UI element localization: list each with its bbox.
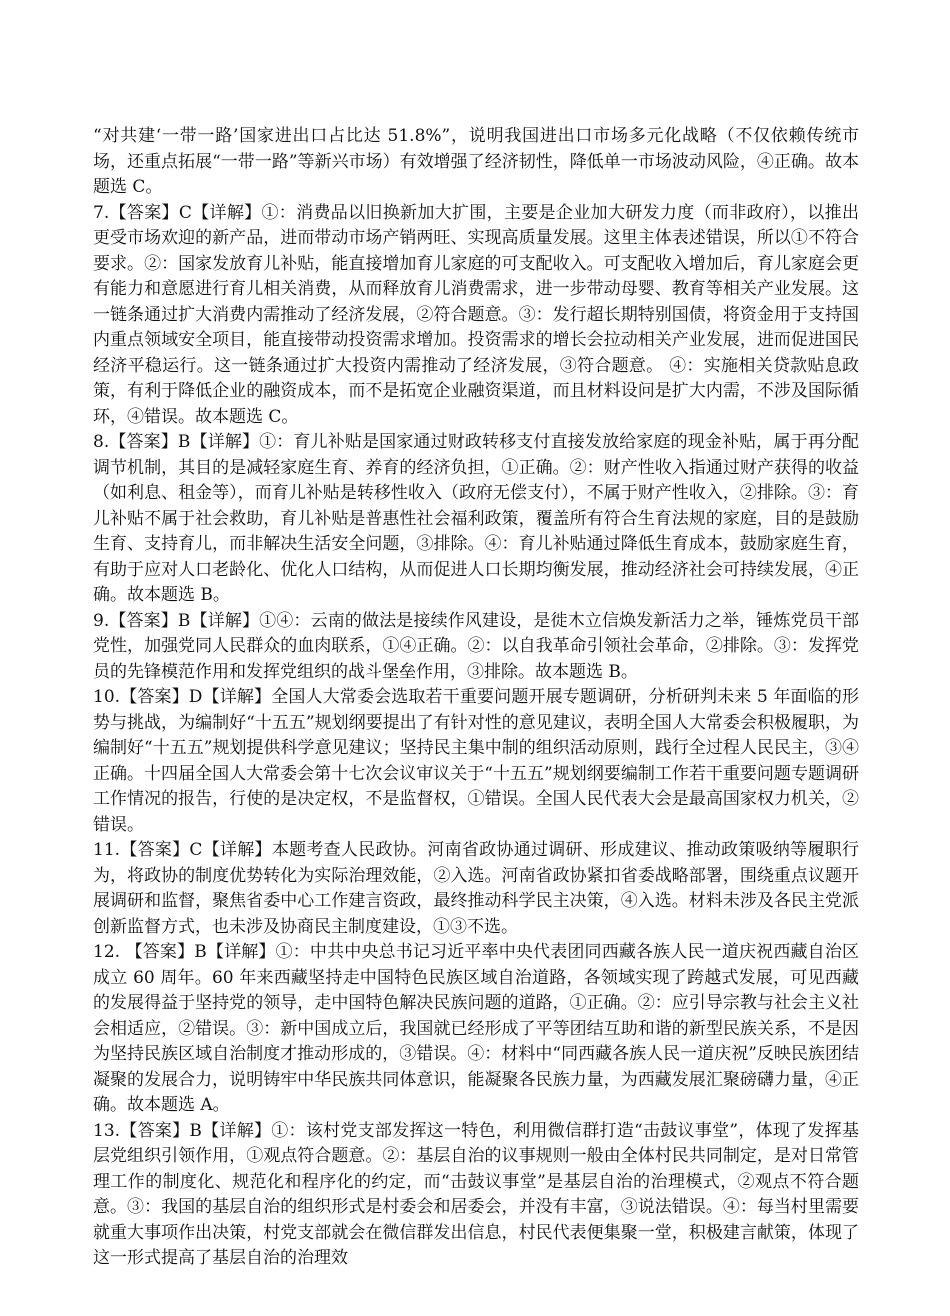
paragraph-q6-continuation: “对共建‘一带一路’国家进出口占比达 51.8%”，说明我国进出口市场多元化战略（不仅依赖传统市场，还重点拓展“一带一路”等新兴市场）有效增强了经济韧性，降低单一市场波动风险，④正确。故本题选 C。 bbox=[93, 126, 859, 197]
paragraph-q10: 10.【答案】D【详解】全国人大常委会选取若干重要问题开展专题调研，分析研判未来 5 年面临的形势与挑战，为编制好“十五五”规划纲要提出了有针对性的意见建议，表明全国人大常委会积极履职，为编制好“十五五”规划提供科学意见建议；坚持民主集中制的组织活动原则，践行全过程人民民主，③④正确。十四届全国人大常委会第十七次会议审议关于“十五五”规划纲要编制工作若干重要问题专题调研工作情况的报告，行使的是决定权，不是监督权，①错误。全国人民代表大会是最高国家权力机关，②错误。 bbox=[93, 687, 859, 835]
paragraph-q12: 12. 【答案】B【详解】①：中共中央总书记习近平率中央代表团同西藏各族人民一道庆祝西藏自治区成立 60 周年。60 年来西藏坚持走中国特色民族区域自治道路，各领域实现了跨越式发展，可见西藏的发展得益于坚持党的领导，走中国特色解决民族问题的道路，①正确。②：应引导宗教与社会主义社会相适应，②错误。③：新中国成立后，我国就已经形成了平等团结互助和谐的新型民族关系，不是因为坚持民族区域自治制度才推动形成的，③错误。④：材料中“同西藏各族人民一道庆祝”反映民族团结凝聚的发展合力，说明铸牢中华民族共同体意识，能凝聚各民族力量，为西藏发展汇聚磅礴力量，④正确。故本题选 A。 bbox=[93, 942, 859, 1115]
paragraph-q8: 8.【答案】B【详解】①：育儿补贴是国家通过财政转移支付直接发放给家庭的现金补贴，属于再分配调节机制，其目的是减轻家庭生育、养育的经济负担，①正确。②：财产性收入指通过财产获得的收益（如利息、租金等），而育儿补贴是转移性收入（政府无偿支付），不属于财产性收入，②排除。③：育儿补贴不属于社会救助，育儿补贴是普惠性社会福利政策，覆盖所有符合生育法规的家庭，目的是鼓励生育、支持育儿，而非解决生活安全问题，③排除。④：育儿补贴通过降低生育成本，鼓励家庭生育，有助于应对人口老龄化、优化人口结构，从而促进人口长期均衡发展，推动经济社会可持续发展，④正确。故本题选 B。 bbox=[93, 432, 859, 605]
paragraph-q13: 13.【答案】B【详解】①：该村党支部发挥这一特色，利用微信群打造“击鼓议事堂”，体现了发挥基层党组织引领作用，①观点符合题意。②：基层自治的议事规则一般由全体村民共同制定，是对日常管理工作的制度化、规范化和程序化的约定，而“击鼓议事堂”是基层自治的治理模式，②观点不符合题意。③：我国的基层自治的组织形式是村委会和居委会，并没有丰富，③说法错误。④：每当村里需要就重大事项作出决策，村党支部就会在微信群发出信息，村民代表便集聚一堂，积极建言献策，体现了这一形式提高了基层自治的治理效 bbox=[93, 1120, 859, 1268]
answer-explanations bbox=[93, 124, 859, 1272]
paragraph-q9: 9.【答案】B【详解】①④：云南的做法是接续作风建设，是徙木立信焕发新活力之举，锤炼党员干部党性，加强党同人民群众的血肉联系，①④正确。②：以自我革命引领社会革命，②排除。③：发挥党员的先锋模范作用和发挥党组织的战斗堡垒作用，③排除。故本题选 B。 bbox=[93, 610, 859, 682]
paragraph-q7: 7.【答案】C【详解】①：消费品以旧换新加大扩围，主要是企业加大研发力度（而非政府），以推出更受市场欢迎的新产品，进而带动市场产销两旺、实现高质量发展。这里主体表述错误，所以①不符合要求。②：国家发放育儿补贴，能直接增加育儿家庭的可支配收入。可支配收入增加后，育儿家庭会更有能力和意愿进行育儿相关消费，从而释放育儿消费需求，进一步带动母婴、教育等相关产业发展。这一链条通过扩大消费内需推动了经济发展，②符合题意。③：发行超长期特别国债，将资金用于支持国内重点领域安全项目，能直接带动投资需求增加。投资需求的增长会拉动相关产业发展，进而促进国民经济平稳运行。这一链条通过扩大投资内需推动了经济发展，③符合题意。 ④：实施相关贷款贴息政策，有利于降低企业的融资成本，而不是拓宽企业融资渠道，而且材料设问是扩大内需，不涉及国际循环，④错误。故本题选 C。 bbox=[93, 202, 859, 427]
paragraph-q11: 11.【答案】C【详解】本题考查人民政协。河南省政协通过调研、形成建议、推动政策吸纳等履职行为，将政协的制度优势转化为实际治理效能，②入选。河南省政协紧扣省委战略部署，围绕重点议题开展调研和监督，聚焦省委中心工作建言资政，最终推动科学民主决策，④入选。材料未涉及各民主党派创新监督方式，也未涉及协商民主制度建设，①③不选。 bbox=[93, 840, 859, 937]
